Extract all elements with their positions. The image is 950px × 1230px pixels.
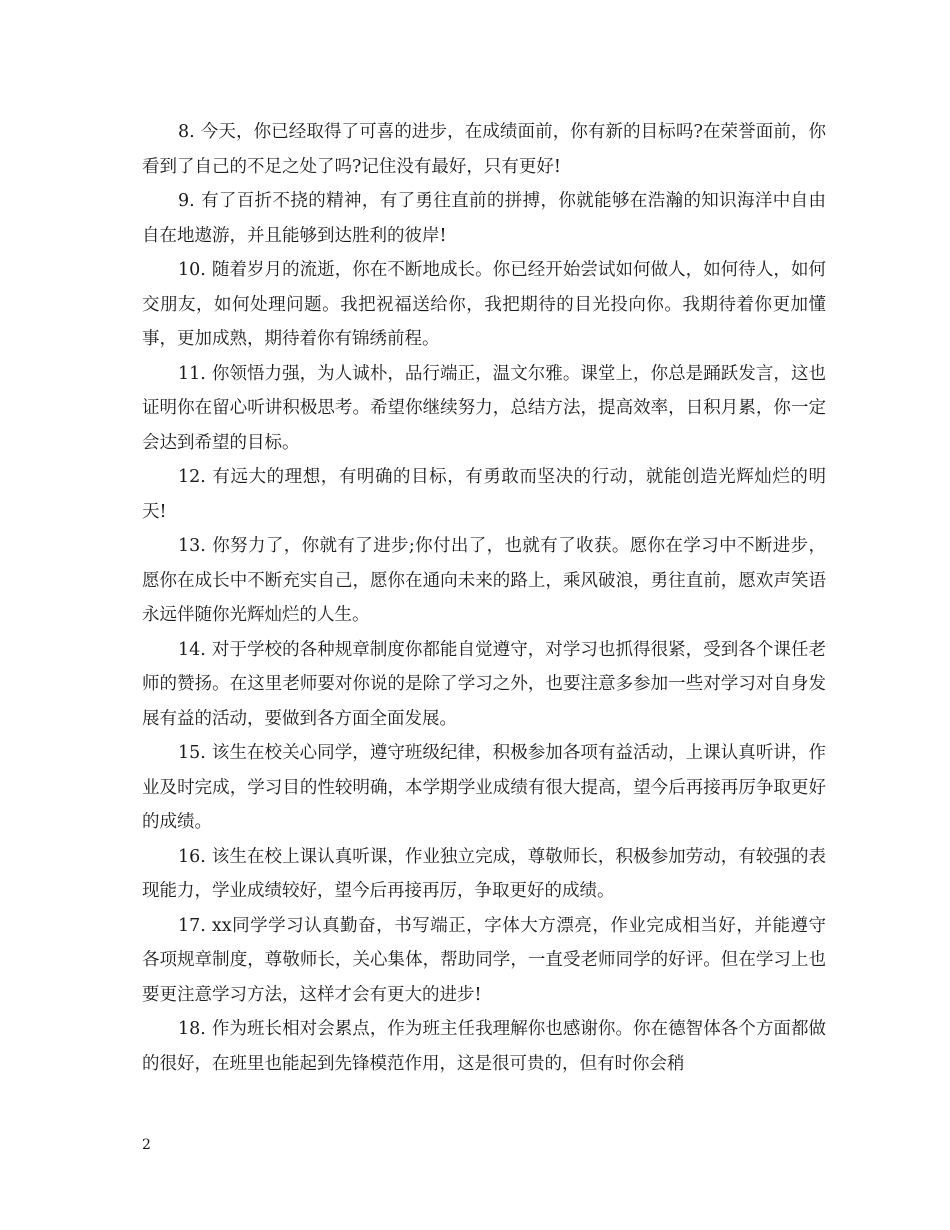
paragraph-number: 18. [178, 1019, 206, 1039]
paragraph-number: 12. [178, 467, 206, 487]
paragraph-number: 16. [178, 846, 206, 867]
paragraph-12 [142, 460, 826, 529]
paragraph-10 [142, 253, 826, 357]
paragraph-16 [142, 840, 826, 909]
paragraph-number: 13. [178, 536, 206, 556]
paragraph-14 [142, 633, 826, 737]
paragraph-number: 14. [178, 639, 206, 660]
paragraph-text: 对于学校的各种规章制度你都能自觉遵守，对学习也抓得很紧，受到各个课任老师的赞扬。在这里老师要对你说的是除了学习之外，也要注意多参加一些对学习对自身发展有益的活动，要做到各方面全面发展。 [142, 639, 826, 729]
paragraph-text: 有了百折不挠的精神，有了勇往直前的拼搏，你就能够在浩瀚的知识海洋中自由自在地遨游，并且能够到达胜利的彼岸! [142, 191, 826, 246]
paragraph-text: 你努力了，你就有了进步;你付出了，也就有了收获。愿你在学习中不断进步，愿你在成长中不断充实自己，愿你在通向未来的路上，乘风破浪，勇往直前，愿欢声笑语永远伴随你光辉灿烂的人生。 [142, 536, 826, 625]
page-number: 2 [142, 1137, 151, 1153]
paragraph-13 [142, 529, 826, 633]
paragraph-text: xx同学学习认真勤奋，书写端正，字体大方漂亮，作业完成相当好，并能遵守各项规章制度，尊敬师长，关心集体，帮助同学，一直受老师同学的好评。但在学习上也要更注意学习方法，这样才会有更大的进步! [142, 915, 826, 1005]
paragraph-18 [142, 1012, 826, 1081]
paragraph-number: 8. [178, 122, 195, 142]
paragraph-9 [142, 184, 826, 253]
paragraph-text: 有远大的理想，有明确的目标，有勇敢而坚决的行动，就能创造光辉灿烂的明天! [142, 467, 826, 522]
document-body [142, 115, 826, 1081]
paragraph-text: 作为班长相对会累点，作为班主任我理解你也感谢你。你在德智体各个方面都做的很好，在班里也能起到先锋模范作用，这是很可贵的，但有时你会稍 [142, 1019, 826, 1074]
paragraph-number: 11. [178, 363, 206, 384]
paragraph-17 [142, 909, 826, 1013]
paragraph-11 [142, 357, 826, 461]
paragraph-number: 15. [178, 743, 206, 763]
paragraph-text: 该生在校上课认真听课，作业独立完成，尊敬师长，积极参加劳动，有较强的表现能力，学业成绩较好，望今后再接再厉，争取更好的成绩。 [142, 846, 826, 901]
paragraph-text: 随着岁月的流逝，你在不断地成长。你已经开始尝试如何做人，如何待人，如何交朋友，如何处理问题。我把祝福送给你，我把期待的目光投向你。我期待着你更加懂事，更加成熟，期待着你有锦绣前程。 [142, 260, 826, 349]
paragraph-15 [142, 736, 826, 840]
paragraph-number: 17. [178, 915, 206, 936]
paragraph-number: 10. [178, 260, 206, 280]
paragraph-text: 该生在校关心同学，遵守班级纪律，积极参加各项有益活动，上课认真听讲，作业及时完成，学习目的性较明确，本学期学业成绩有很大提高，望今后再接再厉争取更好的成绩。 [142, 743, 826, 832]
paragraph-text: 你领悟力强，为人诚朴，品行端正，温文尔雅。课堂上，你总是踊跃发言，这也证明你在留心听讲积极思考。希望你继续努力，总结方法，提高效率，日积月累，你一定会达到希望的目标。 [142, 363, 826, 453]
paragraph-8 [142, 115, 826, 184]
paragraph-text: 今天，你已经取得了可喜的进步，在成绩面前，你有新的目标吗?在荣誉面前，你看到了自己的不足之处了吗?记住没有最好，只有更好! [142, 122, 826, 177]
paragraph-number: 9. [178, 191, 195, 211]
